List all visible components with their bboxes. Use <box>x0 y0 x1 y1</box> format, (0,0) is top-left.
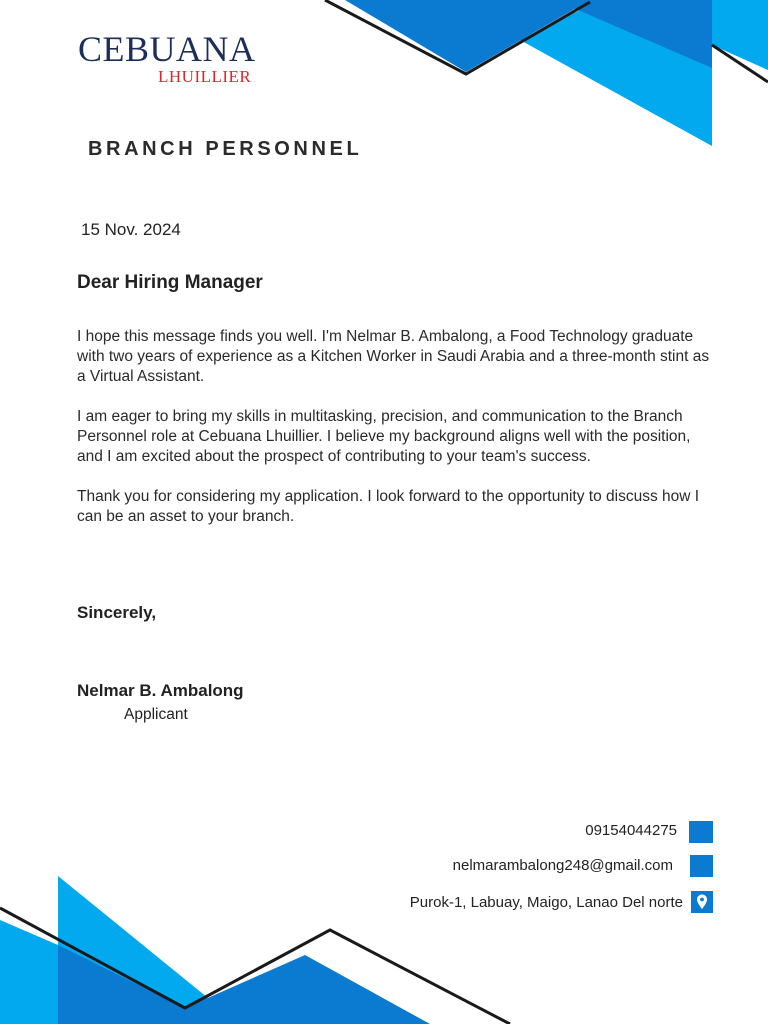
signer-name: Nelmar B. Ambalong <box>77 681 244 700</box>
signer-role: Applicant <box>124 706 188 723</box>
greeting: Dear Hiring Manager <box>77 272 263 293</box>
top-shape-dark-blue-right <box>555 0 712 68</box>
logo-top-text: CEBUANA <box>78 29 256 69</box>
top-line <box>325 0 590 74</box>
paragraph-intro: I hope this message finds you well. I'm Nelmar B. Ambalong, a Food Technology graduate with two years of experience as a Kitchen Worker in Saudi Arabia and a three-month stint as a Virtual Assistant. <box>77 328 710 385</box>
letter-body <box>77 327 717 547</box>
closing: Sincerely, <box>77 603 157 622</box>
company-logo <box>78 30 268 86</box>
bottom-shape-light-blue <box>58 876 240 1024</box>
bottom-shape-light-blue-left <box>0 920 58 1024</box>
paragraph-thanks: Thank you for considering my application. I look forward to the opportunity to discuss how I can be an asset to your branch. <box>77 488 700 525</box>
top-shape-light-blue-right <box>520 0 768 146</box>
role-title: BRANCH PERSONNEL <box>88 138 363 160</box>
postal-address: Purok-1, Labuay, Maigo, Lanao Del norte <box>409 894 683 911</box>
phone-icon <box>689 821 713 843</box>
top-line-right <box>712 45 768 82</box>
paragraph-motivation: I am eager to bring my skills in multitasking, precision, and communication to the Branch Personnel role at Cebuana Lhuillier. I believe my background aligns well with the position, and I am excited about the prospect of contributing to your team's success. <box>77 408 691 465</box>
email-icon <box>690 855 713 877</box>
phone-number: 09154044275 <box>585 822 677 839</box>
bottom-line <box>0 908 510 1024</box>
email-address: nelmarambalong248@gmail.com <box>452 857 673 874</box>
top-shape-dark-blue <box>345 0 590 72</box>
letter-date: 15 Nov. 2024 <box>81 220 181 239</box>
location-pin-icon <box>691 891 713 913</box>
bottom-shape-dark-blue <box>58 945 430 1024</box>
logo-bottom-text: LHUILLIER <box>158 67 252 86</box>
